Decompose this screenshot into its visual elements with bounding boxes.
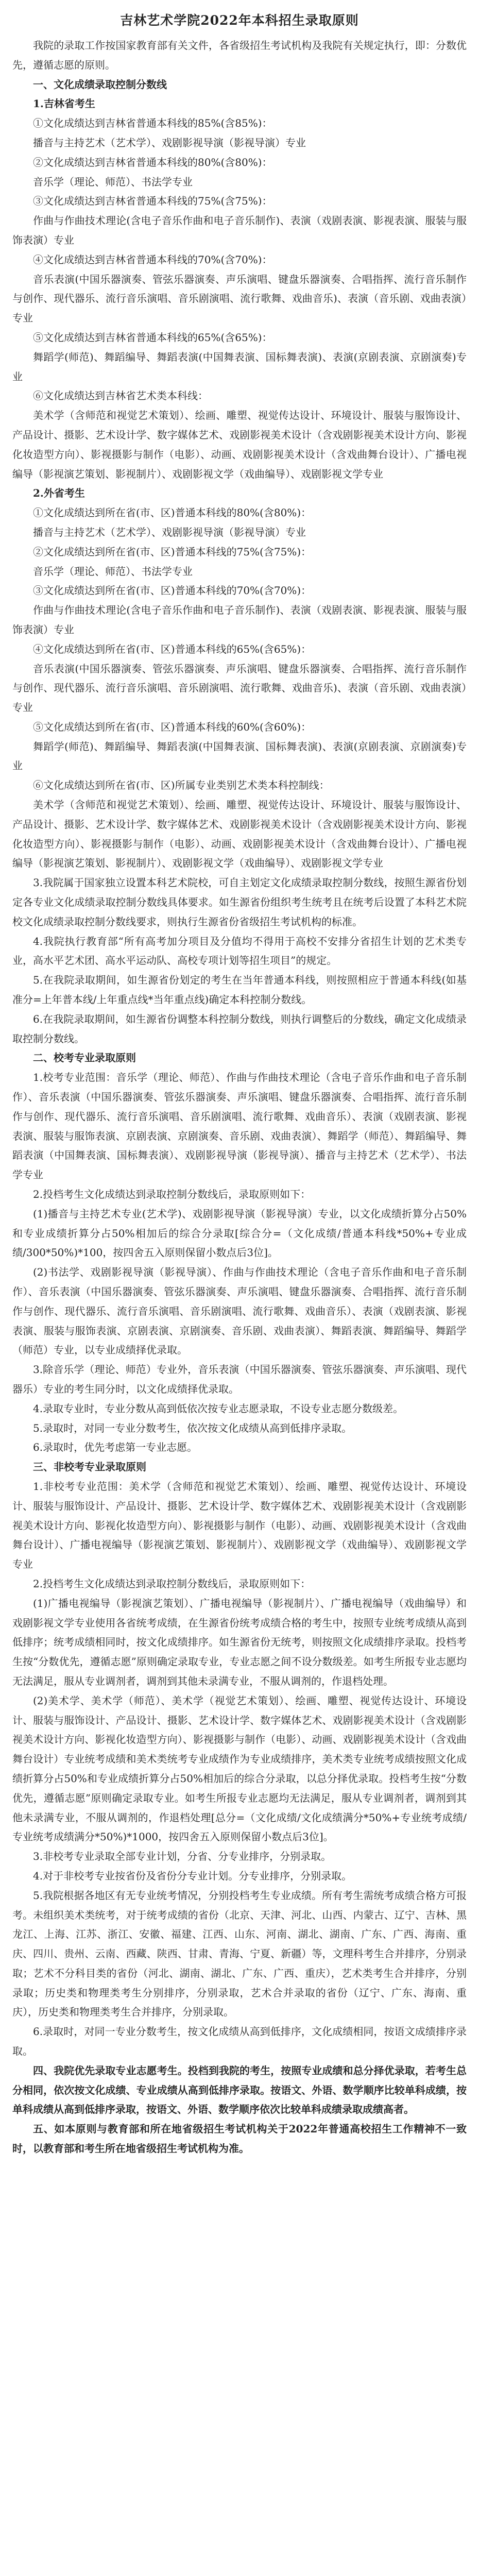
paragraph: ①文化成绩达到所在省(市、区)普通本科线的80%(含80%)：: [33, 506, 312, 519]
paragraph: 美术学（含师范和视觉艺术策划）、绘画、雕塑、视觉传达设计、环境设计、服装与服饰设计、产品设计、摄影、艺术设计学、数字媒体艺术、戏剧影视美术设计（含戏剧影视美术设计方向、影视化妆造型方向）、影视摄影与制作（电影）、动画、戏剧影视美术设计（含戏曲舞台设计）、广播电视编导（影视演艺策划、影视制片）、戏剧影视文学（戏曲编导）、戏剧影视文学专业: [12, 799, 467, 870]
paragraph: 3.除音乐学（理论、师范）专业外，音乐表演（中国乐器演奏、管弦乐器演奏、声乐演唱、现代器乐）专业的考生同分时，以文化成绩择优录取。: [12, 1363, 467, 1395]
paragraph: 舞蹈学(师范)、舞蹈编导、舞蹈表演(中国舞表演、国标舞表演)、表演(京剧表演、京剧演奏)专业: [12, 350, 467, 383]
paragraph: 3.非校考专业录取全部专业计划，分省、分专业排序，分别录取。: [33, 1850, 332, 1863]
paragraph: ⑤文化成绩达到吉林省普通本科线的65%(含65%)：: [33, 331, 272, 344]
paragraph: 音乐表演(中国乐器演奏、管弦乐器演奏、声乐演唱、键盘乐器演奏、合唱指挥、流行音乐制作与创作、现代器乐、流行音乐演唱、音乐剧演唱、流行歌舞、戏曲音乐)、表演（音乐剧、戏曲表演）专业: [12, 273, 467, 325]
paragraph: 二、校考专业录取原则: [33, 1052, 136, 1064]
article-body: [12, 36, 467, 2159]
paragraph: (1)播音与主持艺术专业(艺术学)、戏剧影视导演（影视导演）专业，以文化成绩折算分占50%和专业成绩折算分占50%相加后的综合分录取[综合分=（文化成绩/普通本科线*50%+专业成绩/300*50%)*100，按四舍五入原则保留小数点后3位]。: [12, 1207, 467, 1259]
paragraph: 6.录取时，对同一专业分数考生，按文化成绩从高到低排序，文化成绩相同，按语文成绩排序录取。: [12, 2025, 467, 2058]
paragraph: 播音与主持艺术（艺术学）、戏剧影视导演（影视导演）专业: [33, 136, 306, 149]
paragraph: 一、文化成绩录取控制分数线: [33, 78, 167, 91]
paragraph: ②文化成绩达到吉林省普通本科线的80%(含80%)：: [33, 156, 272, 168]
paragraph: 四、我院优先录取专业志愿考生。投档到我院的考生，按照专业成绩和总分择优录取，若考生总分相同，依次按文化成绩、专业成绩从高到低排序录取。按语文、外语、数学顺序比较单科成绩，按单科成绩从高到低排序录取，按语文、外语、数学顺序依次比较单科成绩录取成绩高者。: [12, 2064, 467, 2116]
paragraph: 2.外省考生: [33, 487, 85, 500]
paragraph: 5.我院根据各地区有无专业统考情况，分别投档考生专业成绩。所有考生需统考成绩合格方可报考。未组织美术类统考，对于统考成绩的省份（北京、天津、河北、山西、内蒙古、辽宁、吉林、黑龙江、上海、江苏、浙江、安徽、福建、江西、山东、河南、湖北、湖南、广东、广西、海南、重庆、四川、贵州、云南、西藏、陕西、甘肃、青海、宁夏、新疆）等，文理科考生合并排序，分别录取；艺术不分科目类的省份（河北、湖南、湖北、广东、广西、重庆），艺术类考生合并排序，分别录取；历史类和物理类考生分别排序，分别录取，艺术合并录取的省份（辽宁、广东、海南、重庆），历史类和物理类考生合并排序，分别录取。: [12, 1889, 467, 2019]
paragraph: ③文化成绩达到吉林省普通本科线的75%(含75%)：: [33, 195, 272, 208]
article-title: 吉林艺术学院2022年本科招生录取原则: [120, 13, 359, 28]
paragraph: 1.校考专业范围：音乐学（理论、师范）、作曲与作曲技术理论（含电子音乐作曲和电子音乐制作）、音乐表演（中国乐器演奏、管弦乐器演奏、声乐演唱、键盘乐器演奏、合唱指挥、流行音乐制作与创作、现代器乐、流行音乐演唱、音乐剧演唱、流行歌舞、戏曲音乐）、表演（戏剧表演、影视表演、服装与服饰表演、京剧表演、京剧演奏、音乐剧、戏曲表演）、舞蹈学（师范）、舞蹈编导、舞蹈表演（中国舞表演、国标舞表演）、戏剧影视导演（影视导演）、播音与主持艺术（艺术学）、书法学专业: [12, 1071, 467, 1181]
paragraph: 我院的录取工作按国家教育部有关文件，各省级招生考试机构及我院有关规定执行，即：分数优先，遵循志愿的原则。: [12, 39, 467, 71]
paragraph: 音乐学（理论、师范）、书法学专业: [33, 175, 193, 188]
paragraph: 五、如本原则与教育部和所在地省级招生考试机构关于2022年普通高校招生工作精神不一致时，以教育部和考生所在地省级招生考试机构为准。: [12, 2123, 467, 2155]
paragraph: ④文化成绩达到吉林省普通本科线的70%(含70%)：: [33, 253, 272, 266]
paragraph: ②文化成绩达到所在省(市、区)普通本科线的75%(含75%)：: [33, 545, 312, 558]
paragraph: 作曲与作曲技术理论(含电子音乐作曲和电子音乐制作)、表演（戏剧表演、影视表演、服装与服饰表演）专业: [12, 604, 467, 636]
paragraph: 播音与主持艺术（艺术学）、戏剧影视导演（影视导演）专业: [33, 526, 306, 538]
paragraph: (2)美术学、美术学（师范）、美术学（视觉艺术策划）、绘画、雕塑、视觉传达设计、环境设计、服装与服饰设计、产品设计、摄影、艺术设计学、数字媒体艺术、戏剧影视美术设计（含戏剧影视美术设计方向、影视化妆造型方向）、影视摄影与制作（电影）、动画、戏剧影视美术设计（含戏曲舞台设计）专业统考成绩和美术类统考专业成绩作为专业成绩排序，美术类专业统考成绩按照文化成绩折算分占50%和专业成绩折算分占50%相加后的综合分录取，以总分择优录取。投档考生按“分数优先，遵循志愿”原则确定录取专业。如考生所报专业志愿均无法满足，服从专业调剂者，调剂到其他未录满专业，不服从调剂的，作退档处理[总分=（文化成绩/文化成绩满分*50%+专业统考成绩/专业统考成绩满分*50%)*1000，按四舍五入原则保留小数点后3位]。: [12, 1694, 467, 1843]
paragraph: 6.录取时，优先考虑第一专业志愿。: [33, 1441, 198, 1454]
paragraph: 音乐表演(中国乐器演奏、管弦乐器演奏、声乐演唱、键盘乐器演奏、合唱指挥、流行音乐制作与创作、现代器乐、流行音乐演唱、音乐剧演唱、流行歌舞、戏曲音乐)、表演（音乐剧、戏曲表演）专业: [12, 662, 467, 714]
paragraph: 1.非校考专业范围：美术学（含师范和视觉艺术策划）、绘画、雕塑、视觉传达设计、环境设计、服装与服饰设计、产品设计、摄影、艺术设计学、数字媒体艺术、戏剧影视美术设计（含戏剧影视美术设计方向、影视化妆造型方向）、影视摄影与制作（电影）、动画、戏剧影视美术设计（含戏曲舞台设计）、广播电视编导（影视演艺策划、影视制片）、戏剧影视文学（戏曲编导）、戏剧影视文学专业: [12, 1480, 467, 1571]
paragraph: ⑤文化成绩达到所在省(市、区)普通本科线的60%(含60%)：: [33, 720, 312, 733]
paragraph: ①文化成绩达到吉林省普通本科线的85%(含85%)：: [33, 117, 272, 130]
paragraph: ⑥文化成绩达到吉林省艺术类本科线：: [33, 389, 208, 402]
paragraph: 舞蹈学(师范)、舞蹈编导、舞蹈表演(中国舞表演、国标舞表演)、表演(京剧表演、京剧演奏)专业: [12, 740, 467, 772]
paragraph: 4.对于非校考专业按省份及省份分专业计划。分专业排序，分别录取。: [33, 1869, 352, 1882]
paragraph: 6.在我院录取期间，如生源省份调整本科控制分数线，则执行调整后的分数线，确定文化成绩录取控制分数线。: [12, 1012, 467, 1045]
paragraph: 音乐学（理论、师范）、书法学专业: [33, 565, 193, 578]
paragraph: ⑥文化成绩达到所在省(市、区)所属专业类别艺术类本科控制线：: [33, 779, 330, 792]
paragraph: ③文化成绩达到所在省(市、区)普通本科线的70%(含70%)：: [33, 584, 312, 597]
paragraph: 4.录取专业时，专业分数从高到低依次按专业志愿录取，不设专业志愿分数级差。: [33, 1402, 404, 1415]
paragraph: 4.我院执行教育部“所有高考加分项目及分值均不得用于高校不安排分省招生计划的艺术类专业，高水平艺术团、高水平运动队、高校专项计划等招生项目”的规定。: [12, 935, 467, 967]
paragraph: 5.在我院录取期间，如生源省份划定的考生在当年普通本科线，则按照相应于普通本科线(如基准分=上年普本线/上年重点线*当年重点线)确定本科控制分数线。: [12, 974, 467, 1006]
paragraph: 三、非校考专业录取原则: [33, 1461, 146, 1473]
paragraph: 1.吉林省考生: [33, 97, 95, 110]
paragraph: (2)书法学、戏剧影视导演（影视导演）、作曲与作曲技术理论（含电子音乐作曲和电子音乐制作）、音乐表演（中国乐器演奏、管弦乐器演奏、声乐演唱、键盘乐器演奏、合唱指挥、流行音乐制作与创作、现代器乐、流行音乐演唱、音乐剧演唱、流行歌舞、戏曲音乐）、表演（戏剧表演、影视表演、服装与服饰表演、京剧表演、京剧演奏、音乐剧、戏曲表演）、舞蹈表演、舞蹈编导、舞蹈学（师范）专业，以专业成绩择优录取。: [12, 1266, 467, 1357]
paragraph: 3.我院属于国家独立设置本科艺术院校，可自主划定文化成绩录取控制分数线，按照生源省份划定各专业文化成绩录取控制分数线具体要求。如生源省份组织考生统考且在统考后设置了本科艺术院校文化成绩录取控制分数线要求，则执行生源省份省级招生考试机构的标准。: [12, 876, 467, 928]
paragraph: 2.投档考生文化成绩达到录取控制分数线后，录取原则如下：: [33, 1188, 311, 1201]
paragraph: 美术学（含师范和视觉艺术策划）、绘画、雕塑、视觉传达设计、环境设计、服装与服饰设计、产品设计、摄影、艺术设计学、数字媒体艺术、戏剧影视美术设计（含戏剧影视美术设计方向、影视化妆造型方向）、影视摄影与制作（电影）、动画、戏剧影视美术设计（含戏曲舞台设计）、广播电视编导（影视演艺策划、影视制片）、戏剧影视文学（戏曲编导）、戏剧影视文学专业: [12, 409, 467, 480]
paragraph: 作曲与作曲技术理论(含电子音乐作曲和电子音乐制作)、表演（戏剧表演、影视表演、服装与服饰表演）专业: [12, 214, 467, 246]
paragraph: 5.录取时，对同一专业分数考生，依次按文化成绩从高到低排序录取。: [33, 1421, 352, 1434]
paragraph: 2.投档考生文化成绩达到录取控制分数线后，录取原则如下：: [33, 1577, 311, 1590]
paragraph: ④文化成绩达到所在省(市、区)普通本科线的65%(含65%)：: [33, 642, 312, 655]
paragraph: (1)广播电视编导（影视演艺策划）、广播电视编导（影视制片）、广播电视编导（戏曲编导）和戏剧影视文学专业使用各省统考成绩，在生源省份统考成绩合格的考生中，按照专业统考成绩从高到低排序；统考成绩相同时，按文化成绩排序。如生源省份无统考，则按照文化成绩排序录取。投档考生按“分数优先，遵循志愿”原则确定录取专业，专业志愿之间不设分数级差。如考生所报专业志愿均无法满足，服从专业调剂者，调剂到其他未录满专业，不服从调剂的，作退档处理。: [12, 1597, 467, 1687]
